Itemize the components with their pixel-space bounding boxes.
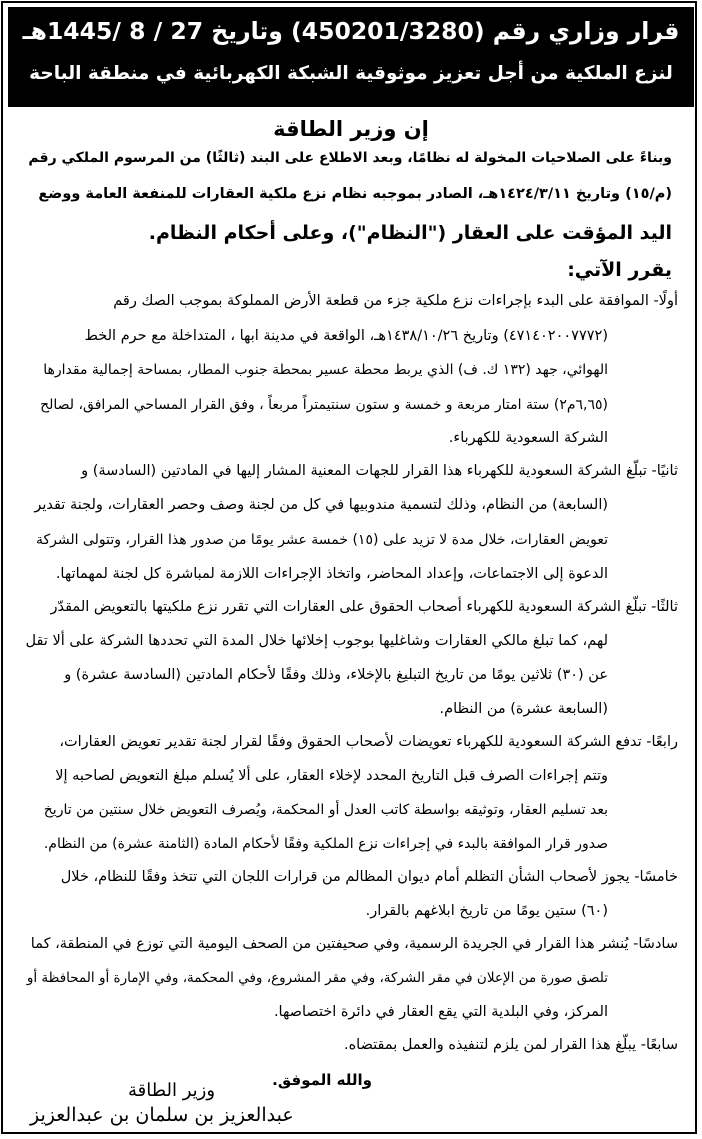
article-2-line: ثانيًا- تبلّغ الشركة السعودية للكهرباء هذا القرار للجهات المعنية المشار إليها في المادتين (السادسة) و: [81, 463, 678, 479]
article-1-line: (٤٧١٤٠٢٠٠٧٧٧٢) وتاريخ ١٤٣٨/١٠/٢٦هـ، الواقعة في مدينة ابها ، المتداخلة مع حرم الخط: [84, 328, 608, 344]
preamble-line: اليد المؤقت على العقار ("النظام")، وعلى أحكام النظام.: [148, 222, 672, 244]
signatory-name: عبدالعزيز بن سلمان بن عبدالعزيز: [30, 1104, 294, 1126]
article-4-line: بعد تسليم العقار، وتوثيقه بواسطة كاتب العدل أو المحكمة، ويُصرف التعويض خلال سنتين من تاريخ: [43, 802, 608, 818]
article-6-line: المركز، وفي البلدية التي يقع العقار في دائرة اختصاصها.: [273, 1004, 608, 1020]
article-6-line: سادسًا- يُنشر هذا القرار في الجريدة الرسمية، وفي صحيفتين من الصحف اليومية التي توزع في المنطقة، كما: [30, 936, 678, 952]
preamble-line: وبناءً على الصلاحيات المخولة له نظامًا، وبعد الاطلاع على البند (ثالثًا) من المرسوم الملكي رقم: [28, 150, 672, 166]
article-7-line: سابعًا- يبلّغ هذا القرار لمن يلزم لتنفيذه والعمل بمقتضاه.: [343, 1037, 678, 1053]
notice-body: [12, 0, 690, 1139]
article-4-line: وتتم إجراءات الصرف قبل التاريخ المحدد لإخلاء العقار، على ألا يُسلم مبلغ التعويض لصاحبه إلا: [55, 768, 608, 784]
article-4-line: صدور قرار الموافقة بالبدء في إجراءات نزع الملكية وفقًا لأحكام المادة (الثامنة عشرة) من النظام.: [43, 836, 608, 852]
article-3-line: (السابعة عشرة) من النظام.: [439, 701, 608, 717]
decision-subject-title: لنزع الملكية من أجل تعزيز موثوقية الشبكة الكهربائية في منطقة الباحة: [29, 63, 673, 84]
signatory-title: وزير الطاقة: [128, 1080, 216, 1101]
article-1-line: الهوائي، جهد (١٣٢ ك. ف) الذي يربط محطة عسير بمحطة جنوب المطار، بمساحة إجمالية مقدارها: [43, 362, 608, 378]
article-6-line: تلصق صورة من الإعلان في مقر الشركة، وفي مقر المشروع، وفي المحكمة، وفي الإمارة أو المحافظة أو: [26, 970, 608, 986]
preamble-line: (م/١٥) وتاريخ ١٤٢٤/٣/١١هـ، الصادر بموجبه نظام نزع ملكية العقارات للمنفعة العامة ووضع: [38, 186, 672, 202]
article-2-line: تعويض العقارات، خلال مدة لا تزيد على (١٥) خمسة عشر يومًا من صدور هذا القرار، وتتولى الشركة: [35, 532, 608, 548]
decision-number-title: قرار وزاري رقم (450201/3280) وتاريخ 27 / 8 /1445هـ: [22, 17, 680, 45]
article-5-line: (٦٠) ستين يومًا من تاريخ ابلاغهم بالقرار.: [365, 903, 608, 919]
article-3-line: عن (٣٠) ثلاثين يومًا من تاريخ التبليغ بالإخلاء، وذلك وفقًا لأحكام المادتين (السادسة عشرة) و: [64, 667, 608, 683]
article-1-line: الشركة السعودية للكهرباء.: [448, 430, 608, 446]
articles: [26, 0, 678, 1139]
article-2-line: (السابعة) من النظام، وذلك لتسمية مندوبيها في كل من لجنة وصف وحصر العقارات، ولجنة تقدير: [34, 497, 608, 513]
article-1-line: أولًا- الموافقة على البدء بإجراءات نزع ملكية جزء من قطعة الأرض المملوكة بموجب الصك رقم: [113, 293, 678, 309]
closing-phrase: والله الموفق.: [272, 1071, 372, 1089]
minister-heading: إن وزير الطاقة: [273, 117, 429, 141]
resolves-heading: يقرر الآتي:: [567, 259, 672, 281]
article-3-line: ثالثًا- تبلّغ الشركة السعودية للكهرباء أصحاب الحقوق على العقارات التي تقرر نزع ملكيتها بالتعويض المقدّر: [50, 599, 678, 615]
article-3-line: لهم، كما تبلغ مالكي العقارات وشاغليها بوجوب إخلائها خلال المدة التي تحددها الشركة على ألا تقل: [25, 633, 608, 649]
article-4-line: رابعًا- تدفع الشركة السعودية للكهرباء تعويضات لأصحاب الحقوق وفقًا لقرار لجنة تقدير تعويض العقارات،: [59, 734, 678, 750]
article-5-line: خامسًا- يجوز لأصحاب الشأن التظلم أمام ديوان المظالم من قرارات اللجان التي تتخذ وفقًا للنظام، خلال: [60, 869, 678, 885]
article-2-line: الدعوة إلى الاجتماعات، وإعداد المحاضر، واتخاذ الإجراءات اللازمة لمباشرة كل لجنة لمهماتها.: [55, 566, 608, 582]
article-1-line: (٦,٦٥م٢) ستة امتار مربعة و خمسة و ستون سنتيمتراً مربعاً ، وفق القرار المساحي المرافق، لصالح: [40, 397, 608, 413]
